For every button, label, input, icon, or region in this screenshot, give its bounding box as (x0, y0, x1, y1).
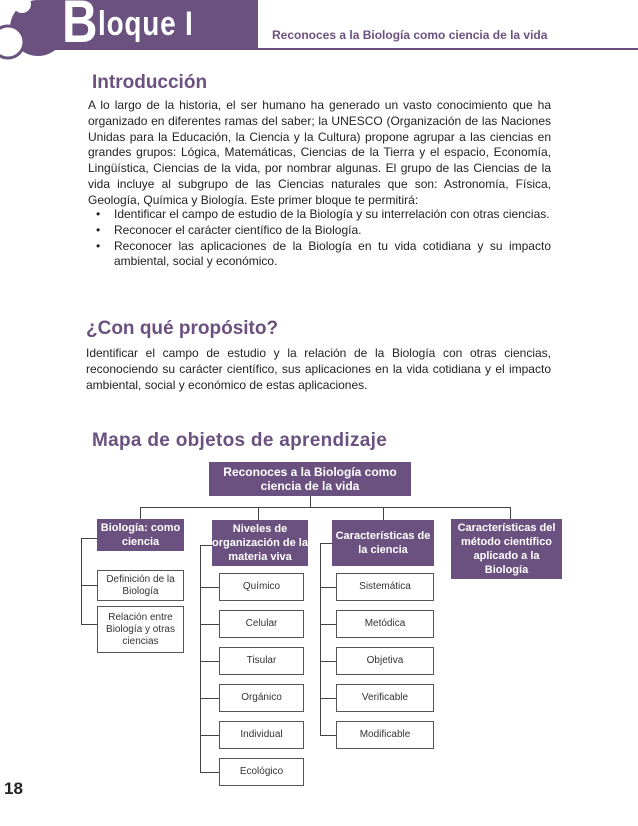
map-col3-item: Verificable (336, 684, 434, 712)
connector (81, 538, 97, 539)
connector (310, 496, 311, 507)
map-col1-item: Relación entre Biología y otras ciencias (97, 606, 184, 653)
map-col3-header: Características de la ciencia (332, 520, 434, 566)
map-col2-item: Tisular (219, 647, 304, 675)
connector (258, 507, 259, 520)
map-col2-item: Celular (219, 610, 304, 638)
connector (320, 543, 321, 735)
map-col1-header: Biología: como ciencia (97, 519, 184, 551)
connector (320, 735, 336, 736)
bloque-initial: B (62, 0, 98, 55)
map-col1-item: Definición de la Biología (97, 570, 184, 601)
connector (140, 507, 511, 508)
map-col3-item: Modificable (336, 721, 434, 749)
map-root-node: Reconoces a la Biología como ciencia de la vida (209, 462, 411, 496)
connector (320, 587, 336, 588)
intro-bullet-1 (88, 207, 551, 223)
bullet-text: Reconocer el carácter científico de la Biología. (114, 222, 362, 237)
map-col2-item: Químico (219, 573, 304, 601)
connector (510, 507, 511, 519)
map-col4-header: Características del método científico aplicado a la Biología (451, 519, 562, 579)
bullet-icon: • (96, 238, 101, 253)
connector (200, 698, 219, 699)
purpose-paragraph: Identificar el campo de estudio y la relación de la Biología con otras ciencias, reconociendo su carácter científico, sus aplicaciones en la vida cotidiana y el impacto ambiental, social y económico de estas aplicaciones. (86, 346, 551, 392)
intro-paragraph: A lo largo de la historia, el ser humano ha generado un vasto conocimiento que ha organizado en diferentes ramas del saber; la UNESCO (Organización de las Naciones Unidas para la Educación, la Ciencia y la Cultura) propone agrupar a las ciencias en grandes grupos: Lógica, Matemáticas, Ciencias de la Tierra y el espacio, Economía, Lingüística, Ciencias de la vida, por nombrar algunas. El grupo de las Ciencias de la vida incluye al subgrupo de las Ciencias naturales que son: Astronomía, Física, Geología, Química y Biología. Este primer bloque te permitirá: (88, 98, 551, 207)
connector (200, 624, 219, 625)
connector (200, 772, 219, 773)
connector (320, 543, 332, 544)
bullet-icon: • (96, 207, 101, 221)
header-rule (258, 48, 638, 50)
intro-bullet-list (88, 207, 551, 270)
connector (320, 698, 336, 699)
bullet-text: Reconocer las aplicaciones de la Biología en tu vida cotidiana y su impacto ambiental, social y económico. (114, 238, 551, 269)
intro-bullet-2 (88, 223, 551, 239)
intro-bullet-3 (88, 239, 551, 271)
bloque-title: loque I (98, 5, 194, 43)
connector (200, 545, 201, 772)
connector (81, 585, 97, 586)
map-col2-item: Individual (219, 721, 304, 749)
map-col2-header: Niveles de organización de la materia viva (212, 520, 308, 566)
map-heading: Mapa de objetos de aprendizaje (92, 430, 388, 451)
header-subtitle: Reconoces a la Biología como ciencia de la vida (272, 28, 548, 42)
map-col3-item: Metódica (336, 610, 434, 638)
connector (200, 735, 219, 736)
connector (81, 624, 97, 625)
connector (140, 507, 141, 519)
connector (383, 507, 384, 520)
connector (320, 661, 336, 662)
connector (81, 538, 82, 624)
map-col2-item: Orgánico (219, 684, 304, 712)
connector (320, 624, 336, 625)
purpose-heading: ¿Con qué propósito? (86, 318, 279, 339)
map-col3-item: Sistemática (336, 573, 434, 601)
connector (200, 545, 212, 546)
map-col3-item: Objetiva (336, 647, 434, 675)
intro-heading: Introducción (92, 72, 208, 93)
map-col2-item: Ecológico (219, 758, 304, 786)
connector (200, 661, 219, 662)
bullet-text: Identificar el campo de estudio de la Biología y su interrelación con otras ciencias. (114, 207, 550, 221)
connector (200, 587, 219, 588)
page-number: 18 (4, 779, 23, 798)
bullet-icon: • (96, 222, 101, 237)
